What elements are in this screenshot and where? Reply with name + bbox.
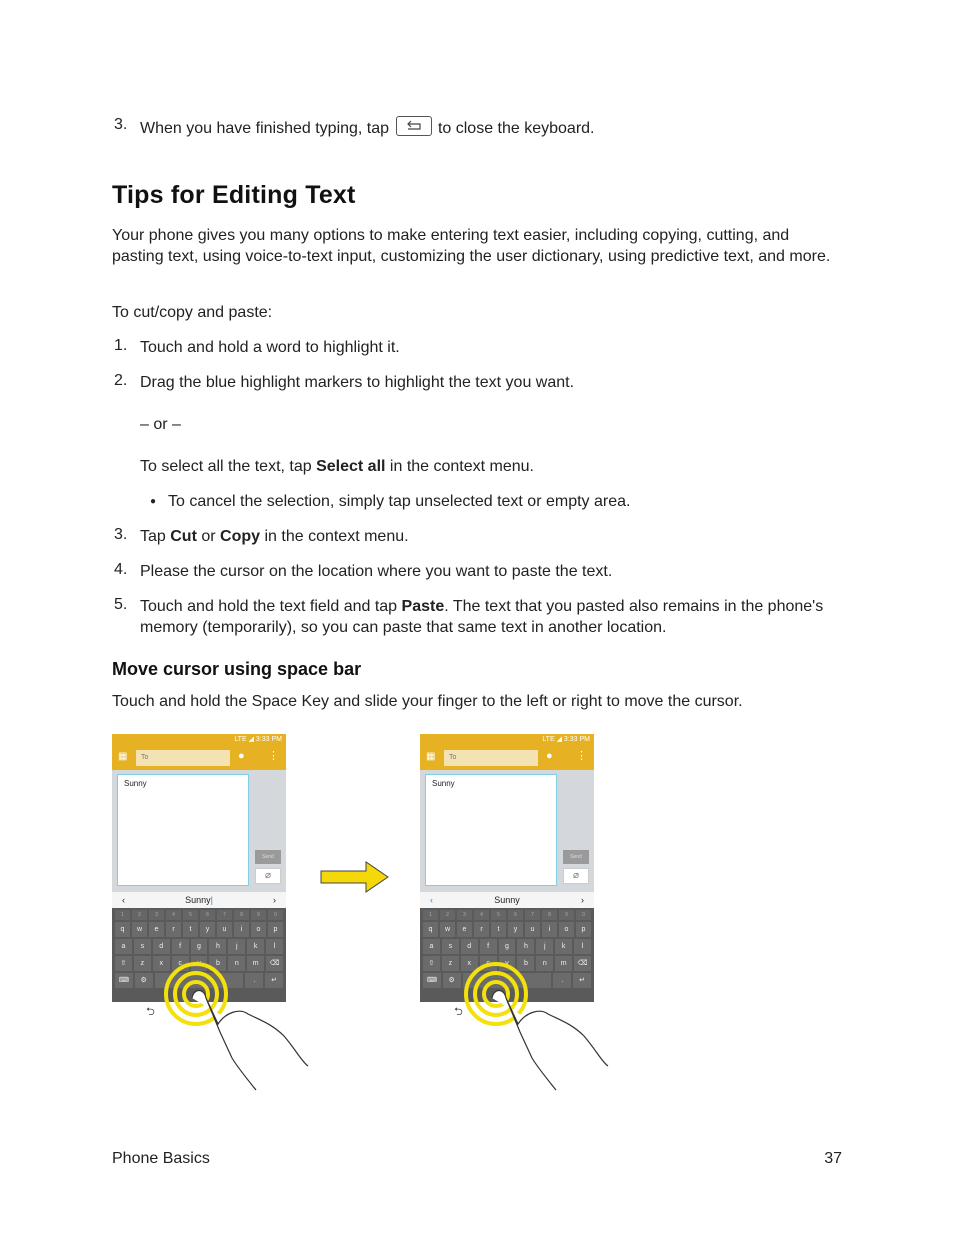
key: u xyxy=(217,922,232,937)
key: d xyxy=(461,939,478,954)
key: t xyxy=(491,922,506,937)
back-key-icon xyxy=(396,116,432,136)
page-number: 37 xyxy=(824,1150,842,1167)
or-separator: – or – xyxy=(140,416,181,433)
key: 2 xyxy=(440,910,455,920)
key: n xyxy=(228,956,245,971)
step-text: Touch and hold a word to highlight it. xyxy=(140,339,400,356)
contact-icon: ● xyxy=(238,750,245,762)
step3-after: in the context menu. xyxy=(260,528,409,545)
key: 9 xyxy=(251,910,266,920)
select-all-before: To select all the text, tap xyxy=(140,458,317,475)
arrow-right-icon xyxy=(320,861,390,893)
shift-key-icon: ⇧ xyxy=(423,956,440,971)
key: a xyxy=(115,939,132,954)
signal-icon: ◢ xyxy=(556,736,564,743)
select-all-after: in the context menu. xyxy=(385,458,534,475)
key: c xyxy=(172,956,189,971)
compose-toolbar xyxy=(420,746,594,770)
send-button: Send xyxy=(563,850,589,864)
key: 8 xyxy=(234,910,249,920)
compose-toolbar xyxy=(112,746,286,770)
back-icon: ⮌ xyxy=(146,1006,155,1018)
message-field xyxy=(117,774,249,886)
step5-after: . The text that you pasted also remains in the phone's memory (temporarily), so you can paste that same text in another location. xyxy=(140,598,824,636)
message-text: Sunny xyxy=(124,779,147,788)
step-text-after: to close the keyboard. xyxy=(437,120,595,137)
space-bar-paragraph: Touch and hold the Space Key and slide your finger to the left or right to move the cursor. xyxy=(112,693,743,710)
key: v xyxy=(499,956,516,971)
key: 1 xyxy=(423,910,438,920)
chevron-right-icon: › xyxy=(581,895,584,905)
key: e xyxy=(457,922,472,937)
recipient-field: To xyxy=(444,750,538,766)
key-row-2 xyxy=(115,939,283,954)
message-text: Sunny xyxy=(432,779,455,788)
cut-copy-intro: To cut/copy and paste: xyxy=(112,304,273,321)
lte-indicator: LTE xyxy=(234,736,247,743)
key: k xyxy=(247,939,264,954)
status-bar xyxy=(112,734,286,746)
key: z xyxy=(134,956,151,971)
suggestion-bar xyxy=(112,892,286,908)
key: o xyxy=(559,922,574,937)
key: b xyxy=(209,956,226,971)
copy-label: Copy xyxy=(220,528,261,545)
section-heading: Tips for Editing Text xyxy=(112,181,356,209)
message-field xyxy=(425,774,557,886)
step-number: 3. xyxy=(114,116,128,133)
paste-label: Paste xyxy=(401,598,445,615)
step5-before: Touch and hold the text field and tap xyxy=(140,598,402,615)
key: i xyxy=(542,922,557,937)
step-text: Please the cursor on the location where you want to paste the text. xyxy=(140,563,613,580)
key: w xyxy=(132,922,147,937)
key: 1 xyxy=(115,910,130,920)
contact-icon: ● xyxy=(546,750,553,762)
shift-key-icon: ⇧ xyxy=(115,956,132,971)
key: h xyxy=(209,939,226,954)
chevron-right-icon: › xyxy=(273,895,276,905)
delete-key-icon: ⌫ xyxy=(574,956,591,971)
key: 9 xyxy=(559,910,574,920)
signal-icon: ◢ xyxy=(248,736,256,743)
suggestion-word: Sunny xyxy=(494,895,520,905)
key: 7 xyxy=(525,910,540,920)
enter-key-icon: ↵ xyxy=(573,973,591,988)
message-area xyxy=(112,770,286,892)
status-bar xyxy=(420,734,594,746)
recipient-field: To xyxy=(136,750,230,766)
key: . xyxy=(553,973,571,988)
chevron-left-icon: ‹ xyxy=(122,895,125,905)
step3-before: Tap xyxy=(140,528,171,545)
key: z xyxy=(442,956,459,971)
key: v xyxy=(191,956,208,971)
enter-key-icon: ↵ xyxy=(265,973,283,988)
key: r xyxy=(166,922,181,937)
key: 5 xyxy=(183,910,198,920)
footer-section: Phone Basics xyxy=(112,1150,210,1167)
key: c xyxy=(480,956,497,971)
key: s xyxy=(134,939,151,954)
key: l xyxy=(266,939,283,954)
key: m xyxy=(555,956,572,971)
key: r xyxy=(474,922,489,937)
step-number: 1. xyxy=(114,337,128,354)
key: 0 xyxy=(576,910,591,920)
key: ⌨ xyxy=(115,973,133,988)
key: t xyxy=(183,922,198,937)
more-icon: ⋮ xyxy=(268,750,279,762)
step-number: 2. xyxy=(114,372,128,389)
key: p xyxy=(268,922,283,937)
key: 0 xyxy=(268,910,283,920)
key: x xyxy=(153,956,170,971)
intro-paragraph: Your phone gives you many options to make entering text easier, including copying, cutting, and pasting text, using voice-to-text input, customizing the user dictionary, using predictive text, and more. xyxy=(112,227,831,265)
key: . xyxy=(245,973,263,988)
key: w xyxy=(440,922,455,937)
key: 3 xyxy=(457,910,472,920)
key: y xyxy=(508,922,523,937)
touch-gesture-icon xyxy=(160,962,320,1092)
bullet-text: To cancel the selection, simply tap unselected text or empty area. xyxy=(168,493,631,510)
grid-icon: ▦ xyxy=(118,751,128,762)
key: p xyxy=(576,922,591,937)
send-button: Send xyxy=(255,850,281,864)
message-area xyxy=(420,770,594,892)
key: 2 xyxy=(132,910,147,920)
key: a xyxy=(423,939,440,954)
key: b xyxy=(517,956,534,971)
key: ⚙ xyxy=(135,973,153,988)
select-all-text xyxy=(140,456,842,477)
key: f xyxy=(172,939,189,954)
step3-mid: or xyxy=(196,528,221,545)
key: m xyxy=(247,956,264,971)
key: x xyxy=(461,956,478,971)
status-time: 3:33 PM xyxy=(563,736,590,743)
key: o xyxy=(251,922,266,937)
step-text xyxy=(140,526,842,547)
step-text xyxy=(140,596,842,638)
number-row xyxy=(423,910,591,920)
subheading: Move cursor using space bar xyxy=(112,659,362,679)
key: q xyxy=(423,922,438,937)
key-row-1 xyxy=(115,922,283,937)
key: j xyxy=(536,939,553,954)
key: u xyxy=(525,922,540,937)
suggestion-bar xyxy=(420,892,594,908)
grid-icon: ▦ xyxy=(426,751,436,762)
attach-icon: ⌀ xyxy=(563,868,589,884)
delete-key-icon: ⌫ xyxy=(266,956,283,971)
key: 4 xyxy=(166,910,181,920)
attach-icon: ⌀ xyxy=(255,868,281,884)
key: g xyxy=(499,939,516,954)
key: 3 xyxy=(149,910,164,920)
number-row xyxy=(115,910,283,920)
key: n xyxy=(536,956,553,971)
key: i xyxy=(234,922,249,937)
key: 6 xyxy=(200,910,215,920)
key: k xyxy=(555,939,572,954)
lte-indicator: LTE xyxy=(542,736,555,743)
cut-label: Cut xyxy=(170,528,197,545)
key: y xyxy=(200,922,215,937)
key: j xyxy=(228,939,245,954)
key: q xyxy=(115,922,130,937)
suggestion-word: Sunny xyxy=(185,895,211,905)
more-icon: ⋮ xyxy=(576,750,587,762)
key: ⌨ xyxy=(423,973,441,988)
back-icon: ⮌ xyxy=(454,1006,463,1018)
step-number: 3. xyxy=(114,526,128,543)
select-all-bold: Select all xyxy=(316,458,386,475)
step-number: 4. xyxy=(114,561,128,578)
step-text-before: When you have finished typing, tap xyxy=(140,120,390,137)
key: ⚙ xyxy=(443,973,461,988)
step-number: 5. xyxy=(114,596,128,613)
key: 6 xyxy=(508,910,523,920)
key: 5 xyxy=(491,910,506,920)
step-text: Drag the blue highlight markers to highlight the text you want. xyxy=(140,374,575,391)
key: 4 xyxy=(474,910,489,920)
key: 8 xyxy=(542,910,557,920)
status-time: 3:33 PM xyxy=(255,736,282,743)
key: d xyxy=(153,939,170,954)
chevron-left-icon: ‹ xyxy=(430,895,433,905)
step-text xyxy=(140,116,842,139)
cursor-marker: | xyxy=(210,895,213,905)
key-row-2 xyxy=(423,939,591,954)
key: e xyxy=(149,922,164,937)
key: 7 xyxy=(217,910,232,920)
key: f xyxy=(480,939,497,954)
key: h xyxy=(517,939,534,954)
bullet-dot: ● xyxy=(150,496,157,507)
key: s xyxy=(442,939,459,954)
key-row-1 xyxy=(423,922,591,937)
key: g xyxy=(191,939,208,954)
key: l xyxy=(574,939,591,954)
touch-gesture-icon xyxy=(460,962,620,1092)
